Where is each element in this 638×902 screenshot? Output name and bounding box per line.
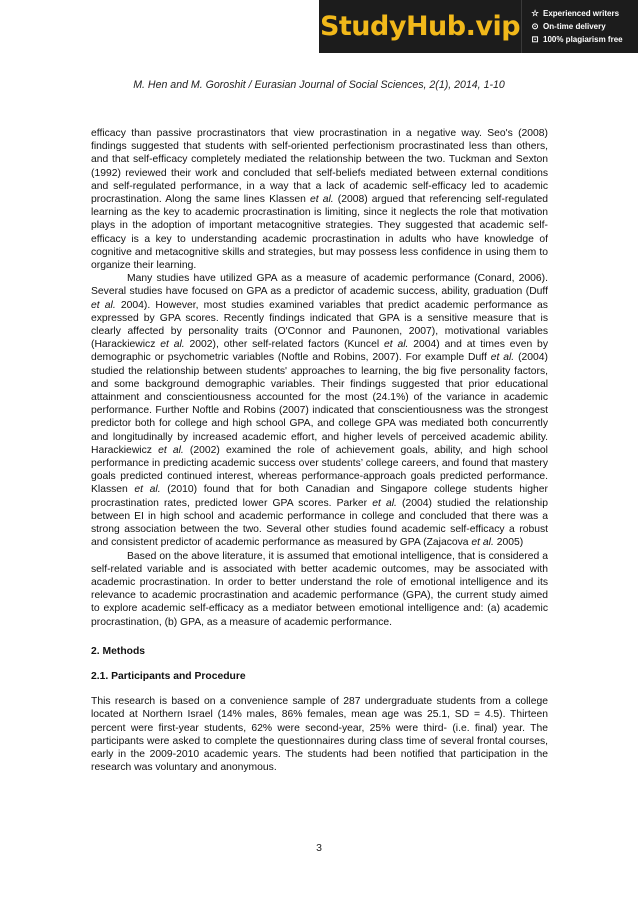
text-run: efficacy than passive procrastinators that view procrastination in a negative way. Seo's (2008) findings suggested that students with self-oriented perfectionism procrastinated less than others, and that self-efficacy completely mediated the relationship between the two. Tuckman and Sexton (1992) reviewed their work and concluded that self-beliefs mediated between external conditions and self-regulated performance, in a way that a lack of academic self-efficacy led to academic procrastination. Along the same lines Klassen: [91, 128, 548, 206]
text-run: (2010) found that for both Canadian and Singapore college students higher procrastination rates, predicted lower GPA scores. Parker: [91, 484, 548, 509]
italic-citation: et al.: [471, 537, 494, 549]
feature-experienced-writers: [530, 8, 638, 19]
text-run: 2004) and at times even by demographic or psychometric variables (Noftle and Robins, 2007). For example Duff: [91, 339, 548, 364]
star-icon: ☆: [531, 8, 539, 18]
text-run: 2004). However, most studies examined variables that predict academic performance as expressed by GPA scores. Recently findings indicated that GPA is a sensitive measure that is clearly affected by personality traits (O'Connor and Paunonen, 2007), motivational variables (Harackiewicz: [91, 299, 548, 351]
feature-plagiarism-free: [530, 34, 638, 45]
italic-citation: et al.: [91, 299, 116, 311]
feature-on-time-delivery: [530, 21, 638, 32]
text-run: (2004) studied the relationship between students' approaches to learning, the big five personality factors, and some background demographic variables. Their findings suggested that prior educational attainment and conscientiousness accounted for the most (24.1%) of the variance in academic performance. Further Noftle and Robins (2007) indicated that conscientiousness was the strongest predictor both for college and high school GPA, and college GPA was mediated both concurrently and longitudinally by increased academic effort, and higher levels of perceived academic ability. Harackiewicz: [91, 352, 548, 456]
text-run: 2005): [493, 537, 524, 549]
text-run: Based on the above literature, it is assumed that emotional intelligence, that is considered a self-related variable and is associated with better academic outcomes, may be associated with academic procrastination. In order to better understand the role of emotional intelligence and its relevance to academic procrastination and academic performance (GPA), the current study aimed to explore academic self-efficacy as a mediator between emotional intelligence and: (a) academic procrastination, (b) GPA, as a measure of academic performance.: [91, 550, 548, 628]
italic-citation: et al.: [372, 497, 397, 509]
body-paragraph: [91, 272, 548, 549]
studyhub-banner[interactable]: [319, 0, 638, 53]
italic-citation: et al.: [134, 484, 161, 496]
page-body: [91, 127, 548, 774]
feature-label: On-time delivery: [543, 22, 606, 31]
feature-label: 100% plagiarism free: [543, 35, 623, 44]
italic-citation: et al.: [384, 339, 409, 351]
italic-citation: et al.: [160, 339, 185, 351]
feature-label: Experienced writers: [543, 9, 620, 18]
subsection-heading: 2.1. Participants and Procedure: [91, 670, 246, 682]
methods-paragraph: This research is based on a convenience sample of 287 undergraduate students from a college located at Northern Israel (14% males, 86% females, mean age was 25.1, SD = 4.5). Thirteen percent were first-year students, 62% were second-year, 25% were third- (i.e. final) year. The participants were asked to complete the questionnaires during class time of several frontal courses, early in the 2009-2010 academic years. The students had been notified that participation in the research was voluntary and anonymous.: [91, 696, 548, 774]
banner-features: [521, 0, 638, 53]
text-run: (2008) argued that referencing self-regulated learning as the key to academic procrastination is limiting, since it neglects the role that motivation plays in the adoption of important metacognitive strategies. They suggested that academic self-efficacy is a key to understanding academic procrastination in adults who have knowledge of cognitive and metacognitive skills and strategies, but may possess less confidence in using them to organize their learning.: [91, 194, 548, 272]
text-run: (2004) studied the relationship between EI in high school and academic performance in college and concluded that there was a strong association between the two. Several other studies found academic self-efficacy a robust and consistent predictor of academic performance as measured by GPA (Zajacova: [91, 497, 548, 549]
section-heading: 2. Methods: [91, 645, 146, 657]
text-run: Many studies have utilized GPA as a measure of academic performance (Conard, 2006). Several studies have focused on GPA as a predictor of academic success, ability, graduation (Duff: [91, 273, 548, 298]
studyhub-logo[interactable]: StudyHub.vip: [319, 11, 521, 42]
body-paragraph: [91, 127, 548, 272]
italic-citation: et al.: [310, 194, 334, 206]
body-paragraphs: [91, 127, 548, 629]
shield-check-icon: ⊡: [531, 34, 539, 44]
body-paragraph: [91, 550, 548, 629]
italic-citation: et al.: [158, 444, 184, 456]
clock-icon: ⊙: [531, 21, 539, 31]
italic-citation: et al.: [490, 352, 515, 364]
text-run: (2002) examined the role of achievement goals, ability, and high school performance in predicting academic success over students’ college careers, and found that mastery goals predicted continued interest, whereas performance-approach goals predicted performance. Klassen: [91, 444, 548, 496]
page-number: 3: [316, 842, 322, 854]
running-head: M. Hen and M. Goroshit / Eurasian Journal of Social Sciences, 2(1), 2014, 1-10: [133, 79, 505, 91]
text-run: 2002), other self-related factors (Kuncel: [184, 339, 384, 351]
